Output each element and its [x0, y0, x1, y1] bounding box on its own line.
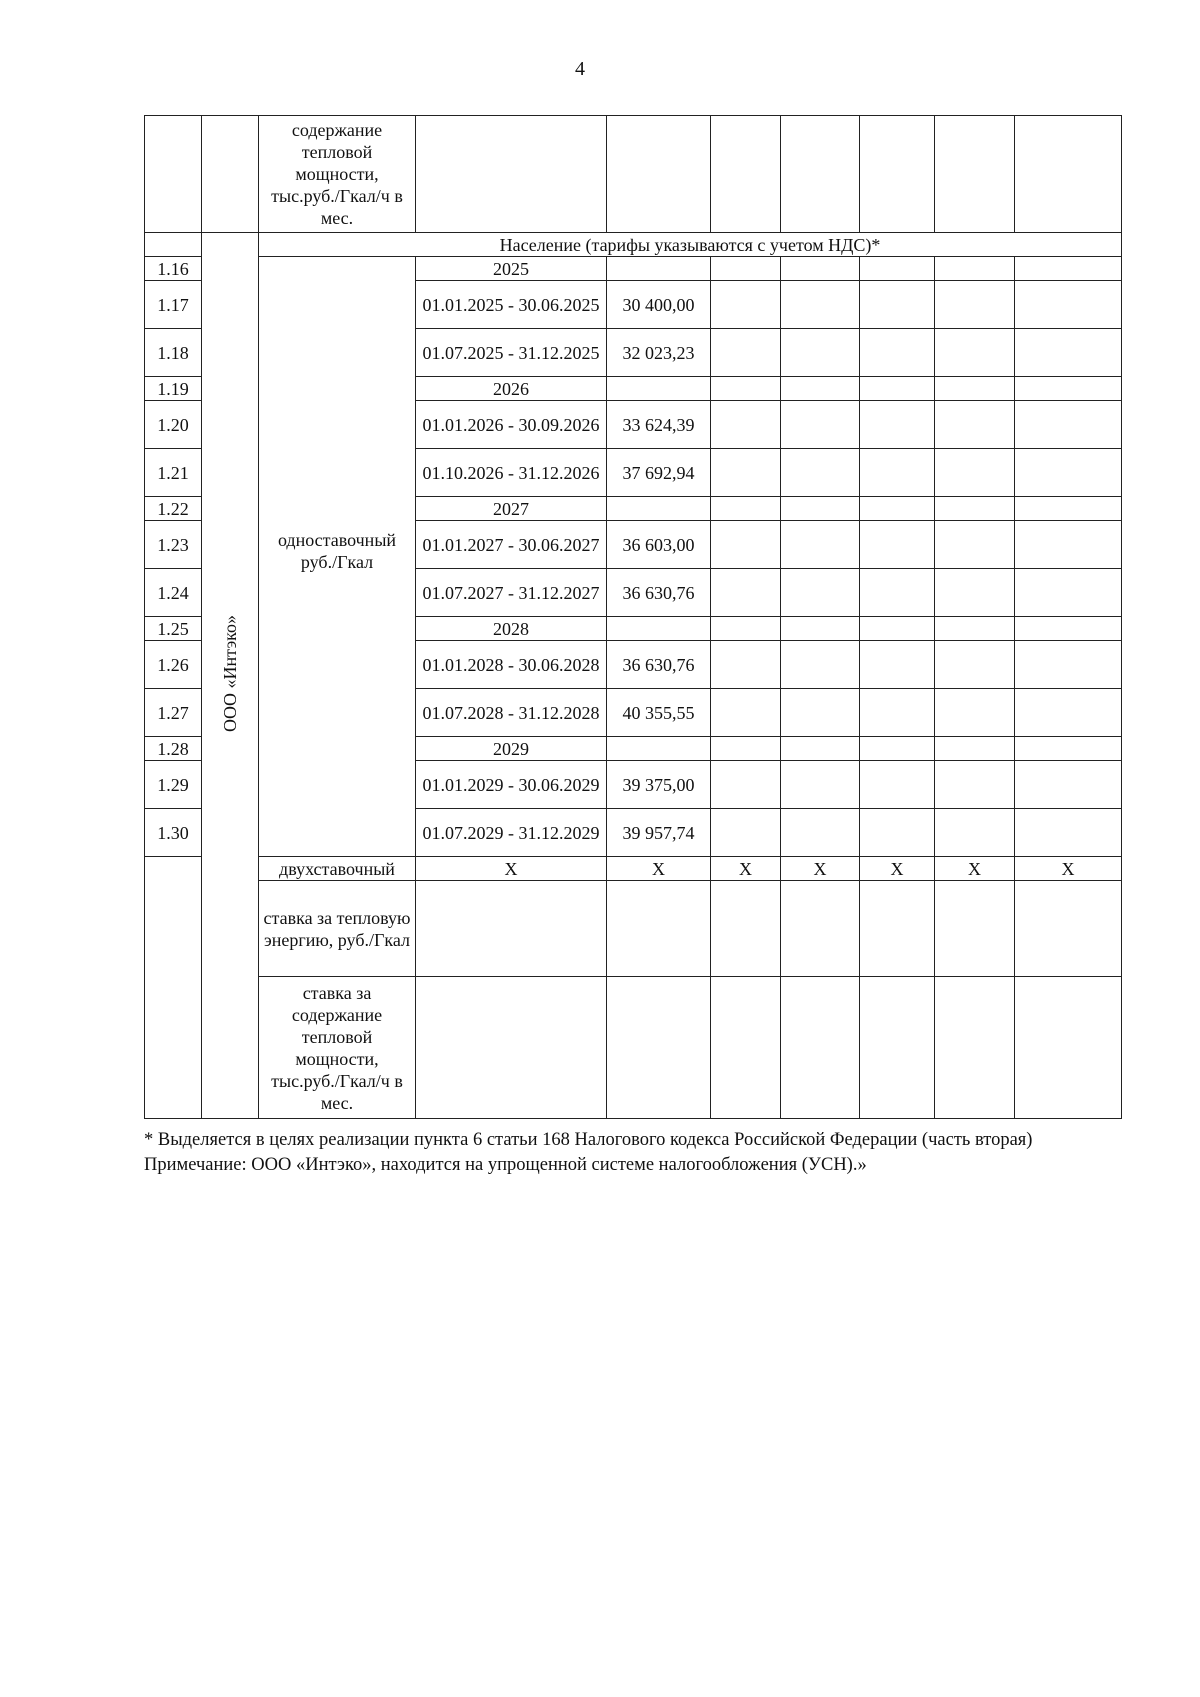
x-mark: X: [860, 857, 935, 881]
two-part-label: двухставочный: [259, 857, 416, 881]
row-number: 1.20: [145, 401, 202, 449]
empty-cell: [1015, 641, 1122, 689]
section-title-row: [145, 233, 1122, 257]
empty-cell: [711, 497, 781, 521]
period-cell: 2029: [416, 737, 607, 761]
empty-cell: [781, 737, 860, 761]
empty-cell: [935, 377, 1015, 401]
empty-cell: [711, 689, 781, 737]
value-cell: [607, 497, 711, 521]
empty-cell: [781, 329, 860, 377]
value-cell: 33 624,39: [607, 401, 711, 449]
empty-cell: [1015, 521, 1122, 569]
empty-cell: [935, 329, 1015, 377]
empty-cell: [145, 857, 202, 1119]
empty-cell: [781, 257, 860, 281]
empty-cell: [935, 569, 1015, 617]
period-cell: 01.01.2029 - 30.06.2029: [416, 761, 607, 809]
empty-cell: [860, 257, 935, 281]
empty-cell: [860, 737, 935, 761]
empty-cell: [860, 377, 935, 401]
empty-cell: [860, 761, 935, 809]
empty-cell: [781, 449, 860, 497]
empty-cell: [711, 449, 781, 497]
empty-cell: [935, 281, 1015, 329]
value-cell: [607, 617, 711, 641]
empty-cell: [711, 521, 781, 569]
empty-cell: [935, 617, 1015, 641]
organization-cell: [202, 233, 259, 1119]
empty-cell: [781, 497, 860, 521]
one-part-label: одноставочный руб./Гкал: [259, 257, 416, 857]
empty-cell: [935, 401, 1015, 449]
period-cell: 2027: [416, 497, 607, 521]
row-number: 1.19: [145, 377, 202, 401]
empty-cell: [711, 737, 781, 761]
empty-cell: [781, 569, 860, 617]
period-cell: 01.01.2025 - 30.06.2025: [416, 281, 607, 329]
empty-cell: [781, 401, 860, 449]
row-number: 1.27: [145, 689, 202, 737]
x-mark: X: [781, 857, 860, 881]
empty-cell: [935, 761, 1015, 809]
empty-cell: [935, 521, 1015, 569]
x-mark: X: [711, 857, 781, 881]
period-cell: 01.10.2026 - 31.12.2026: [416, 449, 607, 497]
empty-cell: [781, 377, 860, 401]
empty-cell: [1015, 809, 1122, 857]
row-number: 1.24: [145, 569, 202, 617]
value-cell: [607, 257, 711, 281]
empty-cell: [781, 809, 860, 857]
empty-cell: [1015, 977, 1122, 1119]
continued-capacity-row: [145, 116, 1122, 233]
empty-cell: [860, 569, 935, 617]
energy-rate-row: [145, 881, 1122, 977]
value-cell: 36 603,00: [607, 521, 711, 569]
value-cell: 36 630,76: [607, 569, 711, 617]
empty-cell: [1015, 761, 1122, 809]
x-mark: X: [1015, 857, 1122, 881]
empty-cell: [860, 281, 935, 329]
value-cell: 39 375,00: [607, 761, 711, 809]
empty-cell: [416, 881, 607, 977]
empty-cell: [935, 809, 1015, 857]
period-cell: 2025: [416, 257, 607, 281]
page-number: 4: [575, 58, 585, 80]
footnote-text: * Выделяется в целях реализации пункта 6 статьи 168 Налогового кодекса Российской Федерации (часть вторая): [144, 1130, 1033, 1150]
period-cell: 01.07.2029 - 31.12.2029: [416, 809, 607, 857]
row-number: 1.25: [145, 617, 202, 641]
value-cell: 39 957,74: [607, 809, 711, 857]
empty-cell: [607, 977, 711, 1119]
x-mark: X: [935, 857, 1015, 881]
period-cell: 01.01.2026 - 30.09.2026: [416, 401, 607, 449]
value-cell: [607, 377, 711, 401]
empty-cell: [711, 977, 781, 1119]
empty-cell: [781, 617, 860, 641]
empty-cell: [860, 977, 935, 1119]
empty-cell: [781, 761, 860, 809]
empty-cell: [711, 329, 781, 377]
empty-cell: [860, 521, 935, 569]
table-row: [145, 257, 1122, 281]
empty-cell: [1015, 737, 1122, 761]
empty-cell: [781, 641, 860, 689]
empty-cell: [1015, 329, 1122, 377]
empty-cell: [1015, 377, 1122, 401]
row-number: 1.26: [145, 641, 202, 689]
empty-cell: [1015, 401, 1122, 449]
value-cell: [607, 737, 711, 761]
organization-name: ООО «Интэко»: [220, 614, 240, 732]
empty-cell: [781, 881, 860, 977]
period-cell: 01.01.2027 - 30.06.2027: [416, 521, 607, 569]
capacity-rate-label: ставка за содержание тепловой мощности, тыс.руб./Гкал/ч в мес.: [259, 977, 416, 1119]
empty-cell: [781, 281, 860, 329]
energy-rate-label: ставка за тепловую энергию, руб./Гкал: [259, 881, 416, 977]
empty-cell: [860, 881, 935, 977]
empty-cell: [711, 401, 781, 449]
empty-cell: [781, 977, 860, 1119]
row-number: 1.29: [145, 761, 202, 809]
capacity-rate-row: [145, 977, 1122, 1119]
value-cell: 40 355,55: [607, 689, 711, 737]
period-cell: 2028: [416, 617, 607, 641]
empty-cell: [1015, 617, 1122, 641]
empty-cell: [1015, 449, 1122, 497]
period-cell: 2026: [416, 377, 607, 401]
empty-cell: [711, 641, 781, 689]
empty-cell: [711, 809, 781, 857]
empty-cell: [860, 449, 935, 497]
capacity-rate-label: содержание тепловой мощности, тыс.руб./Гкал/ч в мес.: [259, 116, 416, 233]
empty-cell: [935, 257, 1015, 281]
empty-cell: [1015, 281, 1122, 329]
empty-cell: [1015, 881, 1122, 977]
empty-cell: [711, 569, 781, 617]
period-cell: 01.07.2028 - 31.12.2028: [416, 689, 607, 737]
value-cell: 36 630,76: [607, 641, 711, 689]
period-cell: 01.07.2027 - 31.12.2027: [416, 569, 607, 617]
empty-cell: [935, 977, 1015, 1119]
empty-cell: [935, 449, 1015, 497]
period-cell: 01.01.2028 - 30.06.2028: [416, 641, 607, 689]
row-number: 1.22: [145, 497, 202, 521]
row-number: 1.23: [145, 521, 202, 569]
empty-cell: [416, 977, 607, 1119]
empty-cell: [860, 497, 935, 521]
row-number: 1.30: [145, 809, 202, 857]
footnote-block: [144, 1128, 1121, 1178]
empty-cell: [1015, 497, 1122, 521]
empty-cell: [711, 257, 781, 281]
empty-cell: [781, 689, 860, 737]
empty-cell: [860, 641, 935, 689]
value-cell: 32 023,23: [607, 329, 711, 377]
empty-cell: [711, 281, 781, 329]
section-title: Население (тарифы указываются с учетом НДС)*: [259, 233, 1122, 257]
empty-cell: [860, 401, 935, 449]
empty-cell: [935, 689, 1015, 737]
note-text: Примечание: ООО «Интэко», находится на упрощенной системе налогообложения (УСН).»: [144, 1155, 867, 1175]
empty-cell: [711, 377, 781, 401]
empty-cell: [1015, 569, 1122, 617]
x-mark: X: [416, 857, 607, 881]
empty-cell: [935, 881, 1015, 977]
x-mark: X: [607, 857, 711, 881]
empty-cell: [711, 761, 781, 809]
empty-cell: [935, 737, 1015, 761]
empty-cell: [935, 641, 1015, 689]
empty-cell: [1015, 689, 1122, 737]
row-number: 1.17: [145, 281, 202, 329]
empty-cell: [860, 809, 935, 857]
row-number: 1.28: [145, 737, 202, 761]
tariff-table: [144, 115, 1122, 1119]
value-cell: 37 692,94: [607, 449, 711, 497]
empty-cell: [860, 617, 935, 641]
empty-cell: [711, 881, 781, 977]
empty-cell: [860, 329, 935, 377]
period-cell: 01.07.2025 - 31.12.2025: [416, 329, 607, 377]
row-number: 1.18: [145, 329, 202, 377]
empty-cell: [1015, 257, 1122, 281]
empty-cell: [781, 521, 860, 569]
row-number: 1.21: [145, 449, 202, 497]
row-number: 1.16: [145, 257, 202, 281]
value-cell: 30 400,00: [607, 281, 711, 329]
empty-cell: [860, 689, 935, 737]
empty-cell: [607, 881, 711, 977]
empty-cell: [935, 497, 1015, 521]
two-part-row: [145, 857, 1122, 881]
empty-cell: [711, 617, 781, 641]
